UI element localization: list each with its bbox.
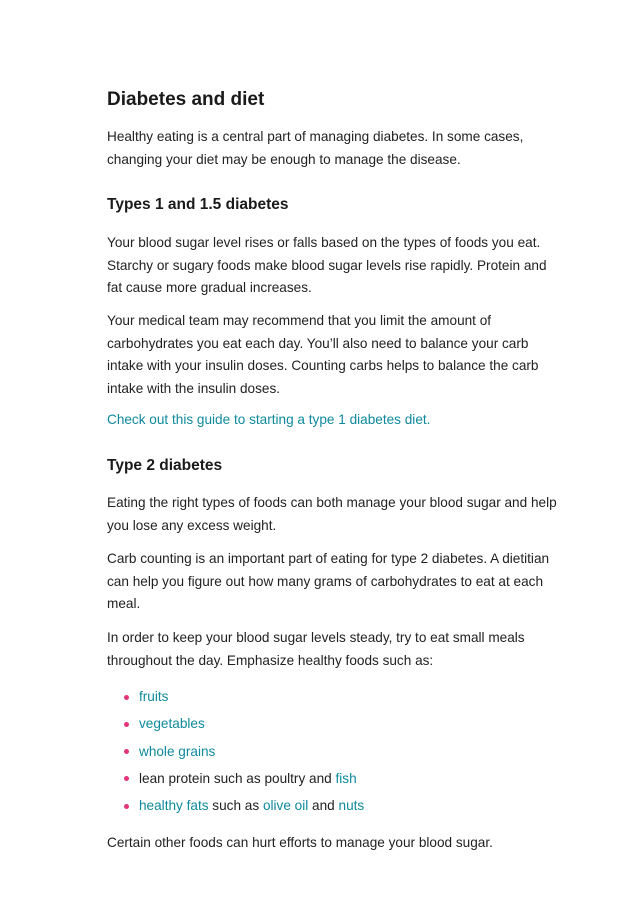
olive-oil-link[interactable]: olive oil [262,798,309,814]
vegetables-link[interactable]: vegetables [139,716,205,732]
closing-paragraph: Certain other foods can hurt efforts to manage your blood sugar. [107,835,493,850]
nuts-link[interactable]: nuts [338,798,365,814]
section-heading-type2: Type 2 diabetes [107,457,223,474]
and-text: and [308,798,339,814]
such-as-text: such as [208,798,263,814]
intro-paragraph: Healthy eating is a central part of managing diabetes. In some cases, changing your diet may be enough to manage the disease. [107,129,524,167]
list-item [107,768,364,795]
page-title: Diabetes and diet [107,89,265,110]
type2-paragraph-1: Eating the right types of foods can both manage your blood sugar and help you lose any excess weight. [107,495,557,533]
list-item [107,741,364,768]
list-item [107,686,364,713]
healthy-foods-list [107,686,364,822]
type2-paragraph-2: Carb counting is an important part of eating for type 2 diabetes. A dietitian can help you figure out how many grams of carbohydrates to eat at each meal. [107,551,550,611]
bullet-icon [124,749,129,754]
whole-grains-link[interactable]: whole grains [139,743,216,759]
lean-protein-text: lean protein such as poultry and [139,770,336,786]
fruits-link[interactable]: fruits [139,689,169,704]
section-heading-type1: Types 1 and 1.5 diabetes [107,196,289,213]
type2-paragraph-3: In order to keep your blood sugar levels steady, try to eat small meals throughout the day. Emphasize healthy foods such as: [107,630,525,668]
type1-diet-guide-link[interactable]: Check out this guide to starting a type 1 diabetes diet. [107,412,431,427]
bullet-icon [124,804,129,809]
type1-paragraph-2: Your medical team may recommend that you limit the amount of carbohydrates you eat each day. You’ll also need to balance your carb intake with your insulin doses. Counting carbs helps to balance the carb intake with the insulin doses. [107,313,539,396]
type1-paragraph-1: Your blood sugar level rises or falls based on the types of foods you eat. Starchy or sugary foods make blood sugar levels rise rapidly. Protein and fat cause more gradual increases. [107,235,547,295]
type1-guide-paragraph [107,409,557,432]
bullet-icon [124,776,129,781]
bullet-icon [124,695,129,700]
fish-link[interactable]: fish [335,770,357,786]
bullet-icon [124,722,129,727]
list-item [107,713,364,740]
healthy-fats-link[interactable]: healthy fats [139,798,209,814]
list-item [107,795,364,822]
